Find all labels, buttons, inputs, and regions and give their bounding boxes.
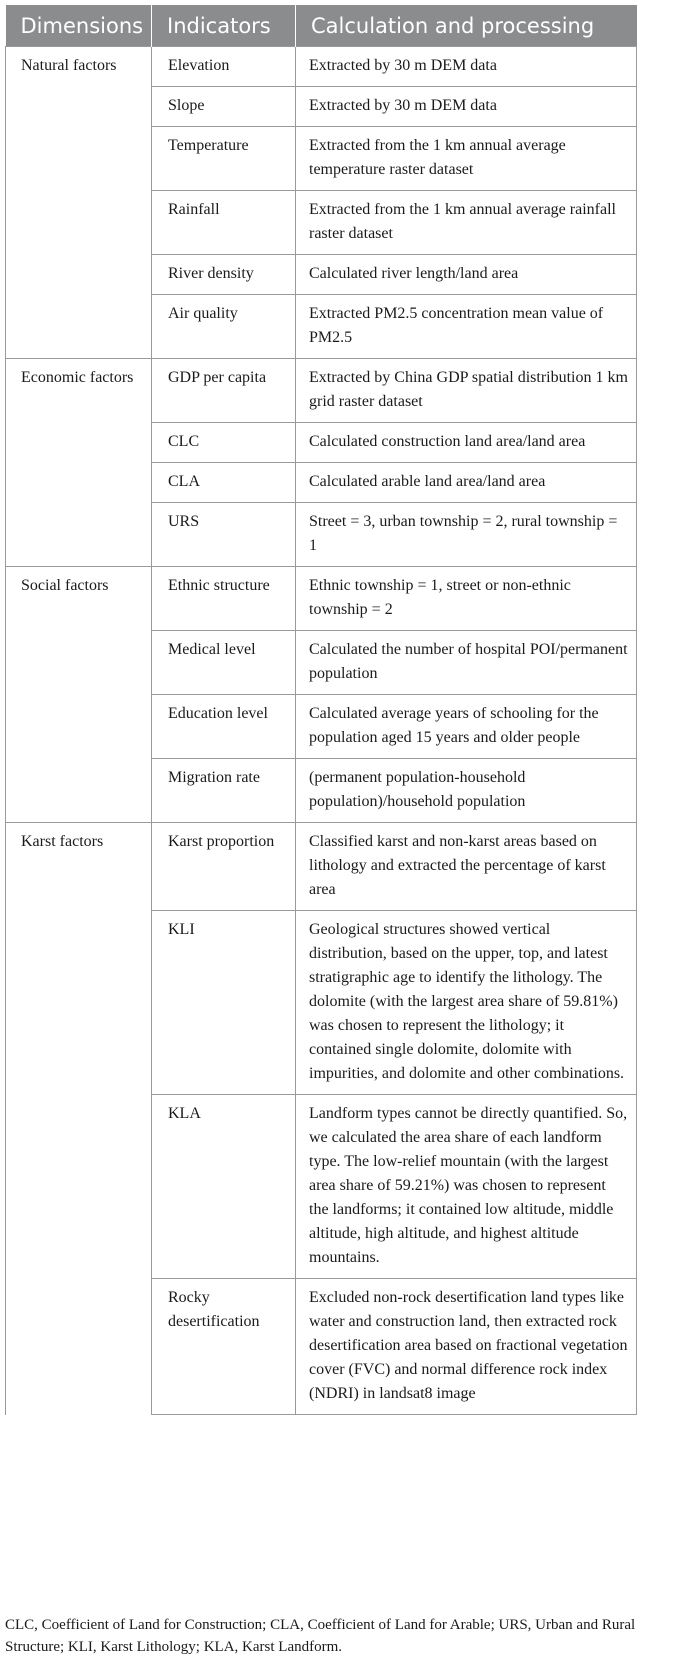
calculation-cell: Calculated construction land area/land area [296, 423, 637, 463]
table-row [6, 359, 637, 423]
calculation-cell: Calculated arable land area/land area [296, 463, 637, 503]
calculation-cell: Geological structures showed vertical distribution, based on the upper, top, and latest stratigraphic age to identify the lithology. The dolomite (with the largest area share of 59.81%) was chosen to represent the lithology; it contained single dolomite, dolomite with impurities, and dolomite and other combinations. [296, 911, 637, 1095]
indicator-cell: Temperature [152, 127, 296, 191]
header-dimensions: Dimensions [6, 5, 152, 47]
calculation-cell: Extracted PM2.5 concentration mean value of PM2.5 [296, 295, 637, 359]
indicator-cell: Medical level [152, 631, 296, 695]
table-row [6, 47, 637, 87]
indicator-cell: Rocky desertification [152, 1279, 296, 1415]
indicator-cell: CLA [152, 463, 296, 503]
calculation-cell: Extracted by China GDP spatial distribution 1 km grid raster dataset [296, 359, 637, 423]
calculation-cell: Calculated the number of hospital POI/permanent population [296, 631, 637, 695]
indicator-cell: Air quality [152, 295, 296, 359]
header-calculation: Calculation and processing [296, 5, 637, 47]
calculation-cell: Extracted by 30 m DEM data [296, 47, 637, 87]
indicator-table [5, 5, 637, 1415]
indicator-cell: CLC [152, 423, 296, 463]
calculation-cell: Excluded non-rock desertification land types like water and construction land, then extracted rock desertification area based on fractional vegetation cover (FVC) and normal difference rock index (NDRI) in landsat8 image [296, 1279, 637, 1415]
indicator-cell: Education level [152, 695, 296, 759]
table-row [6, 823, 637, 911]
indicator-cell: GDP per capita [152, 359, 296, 423]
indicator-cell: KLI [152, 911, 296, 1095]
calculation-cell: Extracted from the 1 km annual average temperature raster dataset [296, 127, 637, 191]
dimension-cell: Social factors [6, 567, 152, 823]
indicator-cell: Migration rate [152, 759, 296, 823]
calculation-cell: Ethnic township = 1, street or non-ethnic township = 2 [296, 567, 637, 631]
table-header [6, 5, 637, 47]
indicator-cell: Slope [152, 87, 296, 127]
indicator-cell: Elevation [152, 47, 296, 87]
table-footnote: CLC, Coefficient of Land for Construction; CLA, Coefficient of Land for Arable; URS, Urban and Rural Structure; KLI, Karst Lithology; KLA, Karst Landform. [5, 1617, 636, 1655]
indicator-cell: River density [152, 255, 296, 295]
calculation-cell: Calculated average years of schooling for the population aged 15 years and older people [296, 695, 637, 759]
calculation-cell: Landform types cannot be directly quantified. So, we calculated the area share of each landform type. The low-relief mountain (with the largest area share of 59.21%) was chosen to represent the landforms; it contained low altitude, middle altitude, high altitude, and highest altitude mountains. [296, 1095, 637, 1279]
indicator-cell: Rainfall [152, 191, 296, 255]
header-indicators: Indicators [152, 5, 296, 47]
indicator-cell: Ethnic structure [152, 567, 296, 631]
calculation-cell: Extracted by 30 m DEM data [296, 87, 637, 127]
calculation-cell: (permanent population-household population)/household population [296, 759, 637, 823]
calculation-cell: Classified karst and non-karst areas based on lithology and extracted the percentage of karst area [296, 823, 637, 911]
dimension-cell: Economic factors [6, 359, 152, 567]
calculation-cell: Extracted from the 1 km annual average rainfall raster dataset [296, 191, 637, 255]
table-body [6, 47, 637, 1415]
calculation-cell: Calculated river length/land area [296, 255, 637, 295]
indicator-cell: Karst proportion [152, 823, 296, 911]
indicator-cell: URS [152, 503, 296, 567]
dimension-cell: Karst factors [6, 823, 152, 1415]
calculation-cell: Street = 3, urban township = 2, rural township = 1 [296, 503, 637, 567]
table-row [6, 567, 637, 631]
indicator-cell: KLA [152, 1095, 296, 1279]
dimension-cell: Natural factors [6, 47, 152, 359]
